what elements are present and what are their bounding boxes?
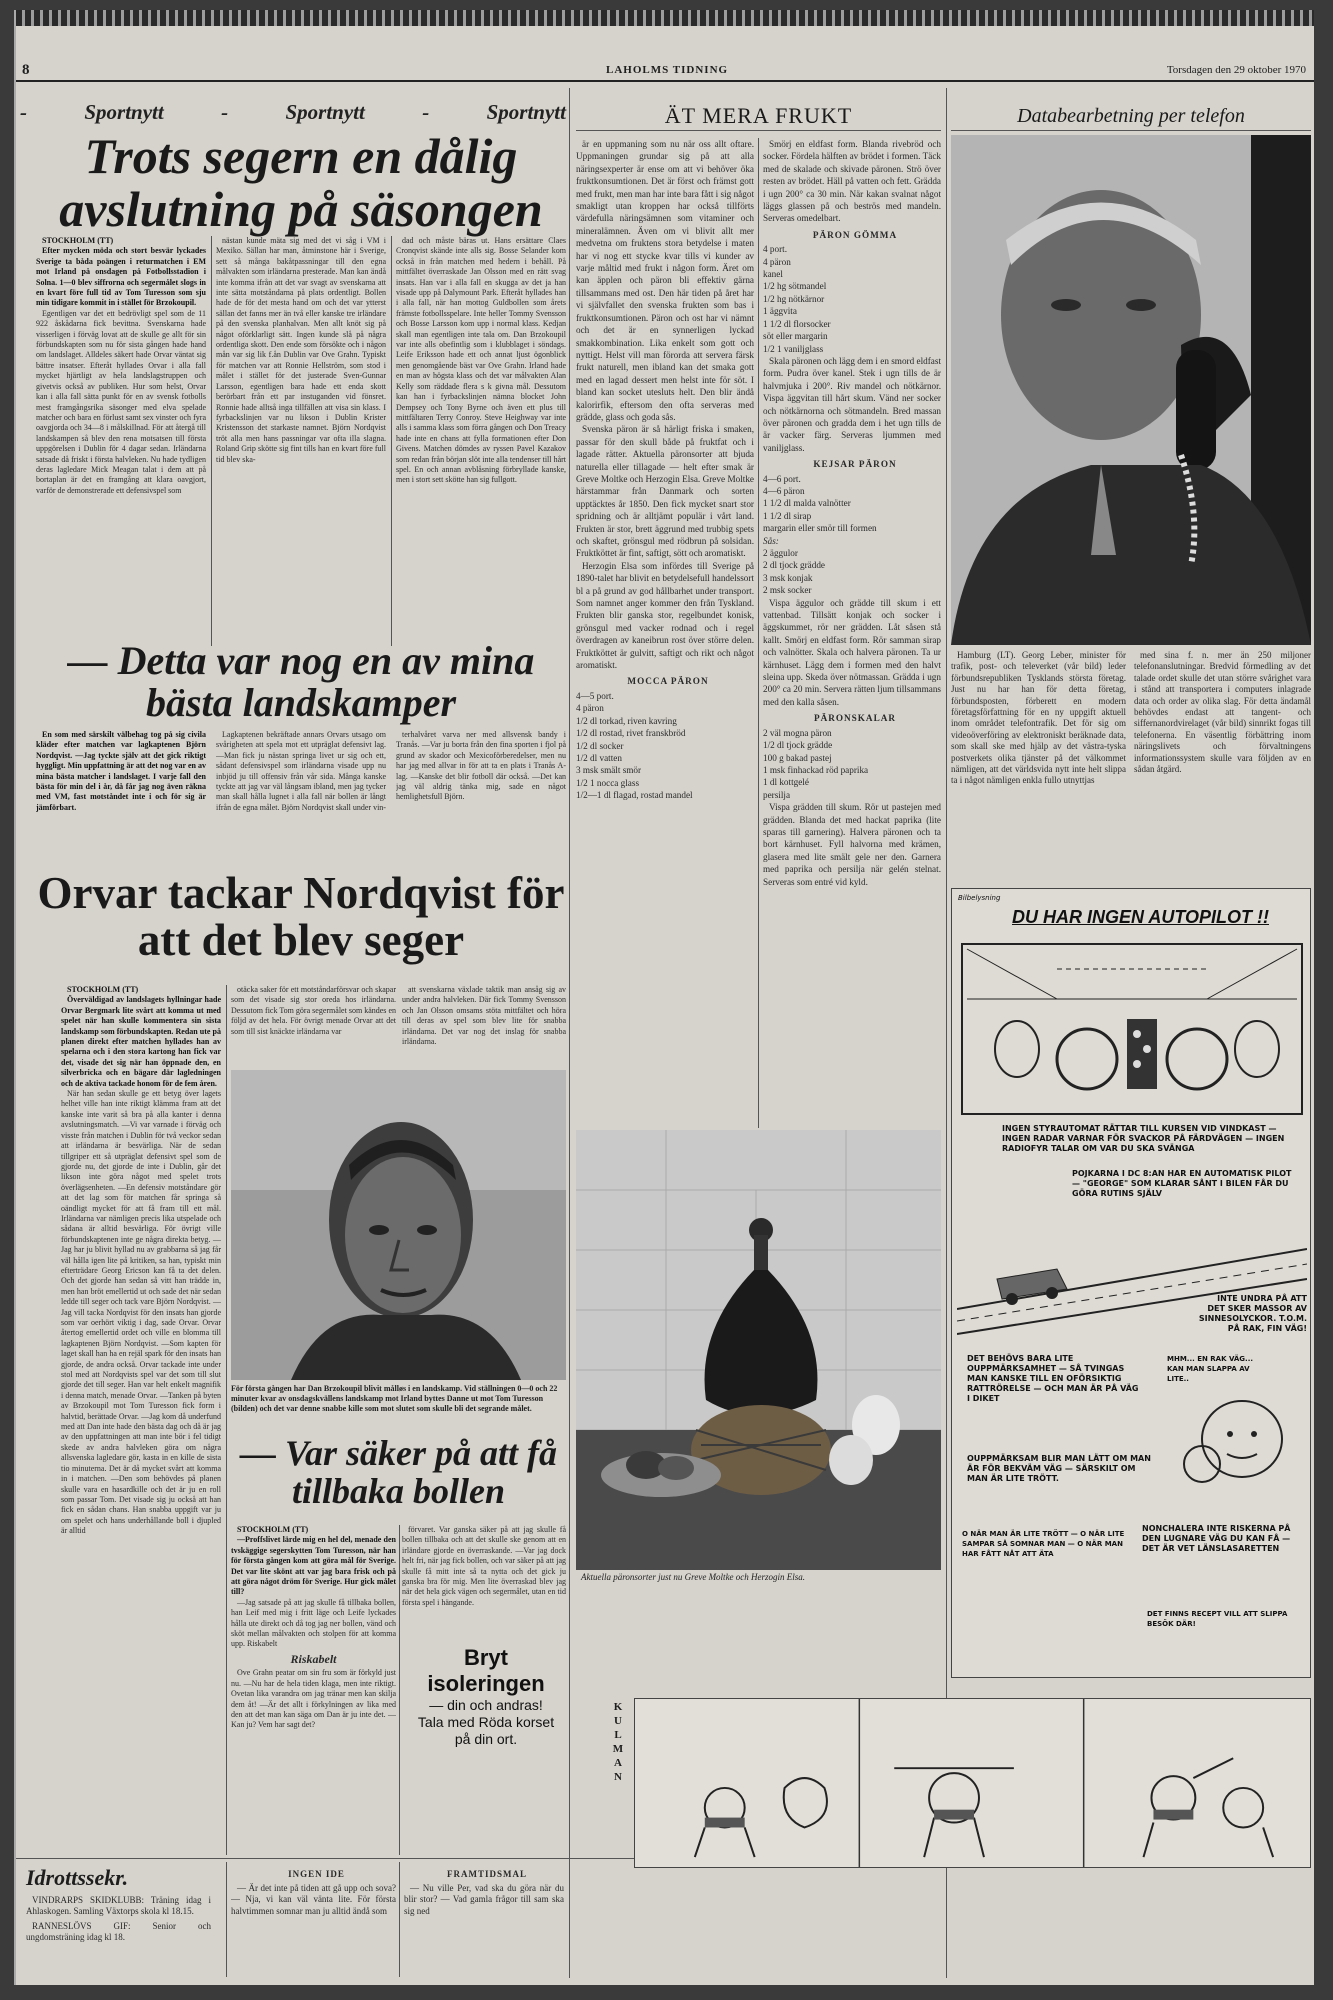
driver-drawing: [1162, 1394, 1302, 1484]
comic-strip: [634, 1698, 1311, 1868]
recipe-mocca-ingredients: [576, 690, 754, 802]
ingredient: 4 päron: [763, 256, 791, 267]
comic-label-letter: L: [614, 1729, 622, 1741]
article2-lead: En som med särskilt välbehag tog på sig civila kläder efter matchen var lagkaptenen Björn Nordqvist. —Jag tyckte själv att det gick riktigt hyggligt. Min uppfattning är att det nog var en av mina bästa matcher i landslaget. I varje fall den bästa för min del i år, då får jag nog även räkna med VM, fast motståndet inte i och för sig är jämförbart.: [36, 730, 206, 812]
joke-text: — Är det inte på tiden att gå upp och sova? — Nja, vi kan väl vänta lite. För första halvtimmen somnar man ju alltid ändå som: [231, 1882, 396, 1916]
autopilot-cartoon: [951, 888, 1311, 1678]
ingredient: 1/2 hg sötmandel: [763, 281, 827, 292]
ingredient: 1/2 hg nötkärnor: [763, 293, 825, 304]
article1-dateline: STOCKHOLM (TT): [42, 236, 114, 245]
pear-photo-caption: Aktuella päronsorter just nu Greve Moltke och Herzogin Elsa.: [581, 1572, 806, 1582]
article3-col3: [402, 985, 566, 1063]
section-rule: [946, 88, 947, 1978]
recipe-gomma-title: PÄRON GÖMMA: [812, 229, 898, 240]
joke-title: INGEN IDE: [288, 1869, 345, 1879]
ingredient: 1/2 dl rostad, rivet franskbröd: [576, 728, 686, 739]
column-rule: [391, 236, 392, 646]
player-photo: [231, 1070, 566, 1380]
ingredient: 4 port.: [763, 244, 787, 255]
article2-col3: [396, 730, 566, 865]
sports-notices: [26, 1865, 221, 1975]
column-rule: [211, 236, 212, 646]
ingredient: 1 1/2 dl malda valnötter: [763, 498, 851, 509]
red-cross-ad: [406, 1645, 566, 1747]
tech-body: Hamburg (LT). Georg Leber, minister för trafik, post- och televerket (vår bild) leder förbundsrepubliken Tysklands största företag. Just nu har han för detta företag, förbundsposten, förberett en modern företagsförfattning för en ny uppgift aktuell inom området telefontrafik. Det för sig om videoöverföring av elektroniskt beräknade data, som skall ske med hjälp av det västra-tyska postverkets olika tjänster på det välkommet nämligen, att det världsvida nytt inte helt slippa ta i något nämligen enkla fullo utnyttjas: [951, 650, 1126, 786]
masthead: [16, 62, 1314, 82]
joke-title: FRAMTIDSMAL: [447, 1869, 527, 1879]
tech-title: Databearbetning per telefon: [1017, 105, 1245, 127]
article3-body: otäcka saker för ett motståndarförsvar och skapar som det visade sig stor oreda hos irländarna. Dessutom fick Tom göra segermålet som kändes en följd av det hela. För övrigt menade Orvar att det som till sist knäckte irländarna var: [231, 985, 396, 1036]
joke-text: — Nu ville Per, vad ska du göra när du blir stor? — Vad gamla frågor till sam ska sig ned: [404, 1882, 564, 1916]
ingredient: 1 1/2 dl florsocker: [763, 318, 831, 329]
recipe-skalar-ingredients: [763, 727, 941, 801]
ad-title: Bryt isoleringen: [427, 1645, 545, 1696]
notice-text: [26, 1895, 211, 1943]
recipe-kejsar-method: Vispa äggulor och grädde till skum i ett vattenbad. Tillsätt konjak och socker i äggskummet, rör ner grädden. Låt såsen stå kallt. Smörj en eldfast form. Rör samman sirap och valnötter. Skala och halvera päronen. Ta ur kärnhuset. Lägg dem i formen med den halvt sleina upp. Skeda över nötmassan. Grädda i ugn 200° ca 20 min. Servera rätten ljum tillsammans med den kalla såsen.: [763, 597, 941, 707]
article1-body: dad och måste bäras ut. Hans ersättare Claes Cronqvist skände inte alls sig. Bosse Selander kom också in från matchen med hedern i behåll. På mittfältet överraskade Jan Olsson med en rätt svag insats. Han var i alla fall en skugga av det ja han visade upp på Dalymount Park. Efteråt hyllades han i alla fall, när han mottog Guldbollen som årets främste fotbollsspelare. Inte heller Tommy Svensson och Bosse Larsson kom upp i normal klass. Kedjan skall man egentligen inte tala om. Dan Brzokoupil var inte alls obefintlig som i klubblaget i söndags. Leife Eriksson hade ett och annat ljust ögonblick men genomgående bäst var Ove Grahn. Irland hade en man av högsta klass och det var målvakten Alan Kelly som räddade flera s k givna mål. Dessutom kan han i fyrbackslinjen nämna blocket John Dempsey och Tony Byrne och även ett plus till mittfältaren Terry Conroy. Steve Heighway var inte alls i samma klass som förra gången och Don Treacy hade inte en chans att fylla formationen efter Don Givens. Matchen dömdes av ryssen Pavel Kazakov som redan från början slöt inte alla tendenser till hårt spel. En och annan avblåsning förbryllade kanske, men i stort sett skötte han sig fullgott.: [396, 236, 566, 485]
cartoon-caption-6: O NÄR MAN ÄR LITE TRÖTT — O NÄR LITE SAMPAR SÅ SOMNAR MAN — O NÄR MAN HAR FÅTT NÅT ATT ÄTA: [962, 1530, 1125, 1558]
sport-banner-item: -: [20, 100, 27, 124]
ingredient: 1 1/2 dl sirap: [763, 510, 812, 521]
cartoon-caption-3: INTE UNDRA PÅ ATT DET SKER MASSOR AV SINNESOLYCKOR. T.O.M. PÅ RAK, FIN VÄG!: [1198, 1294, 1307, 1333]
ingredient: 2 väl mogna päron: [763, 727, 832, 738]
comic-label-letter: A: [614, 1757, 622, 1769]
notice-vindrarp: VINDRARPS SKIDKLUBB: Träning idag i Ahlaskogen. Samling Växtorps skola kl 18.15.: [26, 1895, 211, 1916]
article2-body: terhalvåret varva ner med allsvensk bandy i Tranås. —Var ju borta från den fina sporten i fjol på grund av skador och Mexicoförberedelser, men nu har jag med allvar in för att ta en plats i Tranås A-lag. —Kanske det blir fotboll där också. —Det kan jag väl aldrig tänka mig, sade en något hemlighetsfull Björn.: [396, 730, 566, 802]
comic-strip-drawing: [635, 1699, 1310, 1867]
section-rule: [951, 130, 1311, 131]
page-number: 8: [22, 62, 30, 78]
article4-dateline: STOCKHOLM (TT): [237, 1525, 309, 1534]
article1-body: nästan kunde mäta sig med det vi såg i VM i Mexiko. Sällan har man, åtminstone här i Sverige, sett så många bakåtpassningar till den egna målvakten som irländarna presterade. Man kan ändå inte komma ifrån att det var svagt av svenskarna att inte sätta motståndarna på plats ordentligt. Bollen hade de för det mesta hand om och det var ytterst sällan det fanns mer än två eller kanske tre irländare på den svenska planhalvan. Men allt knöt sig på något oförklarligt sätt. Ingen kunde slå på några ordentliga skott. Den ende som försökte och i någon mån var sig lik f.ån Dublin var Ove Grahn. Typiskt för matchen var att Ronnie Hellström, som stod i målet i stället för det justerade Sven-Gunnar Larsson, egentligen bara hade ett enda skott berörbart från ett par instuganden vid fönsret. Ronnie hade alltså inga tillfällen att visa sin klass. I fyrbackslinjen var nu likson i Dublin Krister Kristensson det starkaste namnet. Björn Nordqvist tröt alla men hans passningar var ofta illa slagna. Roland Grip skötte sig fint tills han en kvart före full tid blev ska-: [216, 236, 386, 464]
article2-col1: [36, 730, 206, 865]
sport-banner-item: -: [221, 100, 229, 124]
recipe-kejsar-title: KEJSAR PÄRON: [813, 459, 897, 470]
column-rule: [226, 1862, 227, 1977]
article4-lead: —Proffslivet lärde mig en hel del, menade den tvskäggige segerskytten Tom Turesson, när han för första gången kom att göra mål för Sverige. Det var lite skönt att var jag bara frisk och på att göra något dröm för Sverige. Hur gick målet till?: [231, 1535, 396, 1597]
article2-body: Lagkaptenen bekräftade annars Orvars utsago om svårigheten att spela mot ett utpräglat defensivt lag. —Man fick ju nästan springa livet ur sig och ett, sådant defensivspel som irländarna visade upp nu inbjöd ju till offensiv från vår sida. Många kanske tyckte att jag var väl långsam ibland, men jag tycker man skall hålla lugnet i alla fall när bollen är långt ifrån de egna målet. Björn Nordqvist skall under vin-: [216, 730, 386, 812]
headline-trots-segern: Trots segern en dålig avslutning på säsongen: [59, 128, 543, 237]
ingredient: margarin eller smör till formen: [763, 523, 877, 534]
sport-banner: [20, 100, 566, 126]
cartoon-caption-8: DET FINNS RECEPT VILL ATT SLIPPA BESÖK DÄR!: [1147, 1610, 1288, 1628]
article1-body: Egentligen var det ett bedrövligt spel som de 11 922 åskådarna fick bevittna. Svenskarna hade visserligen i förväg lovat att de skulle ge allt för sin förbundskapten som nu för sista gången hade hand om landslaget. Alldeles säkert hade Orvar väntat sig bättre insatser. Efteråt hyllades Orvar i alla fall mycket hjärtligt av hela landslagstruppen och givetvis också av publiken. Hur som helst, Orvar kan i alla fall sätta punkt för en av svensk fotbolls mest framgångsrika säsonger med elva spelade matcher och bara en förlust samt sex vinster och fyra oavgjorda och 34—8 i målskillnad. För att återgå till landskampen så blev den rena motsatsen till första uppgörelsen i Dublin för 4 dagar sedan. Irländarna satsade då friskt i första halvleken. Nu hade tydligen deras lagledare Mick Meagan talat i dem att på bortaplan är det en framgång att klara oavgjort, varför de demonstrerade ett defensivspel som: [36, 308, 206, 495]
minister-photo: [951, 135, 1311, 645]
ingredient: 100 g bakad pastej: [763, 752, 832, 763]
article4-col2: [402, 1525, 566, 1635]
food-herzogin-text: Herzogin Elsa som infördes till Sverige på 1890-talet har blivit en betydelsefull handelssort bl a på grund av god hållbarhet under transport. Som namnet anger kommer den från Tyskland. Frukten blir ganska stor, regelbundet konisk, grönsgul med vacker rodnad och i regel överdragen av kaneibrun rost över större delen. Fruktköttet är gulvitt, saftigt och rikt och något aromatiskt.: [576, 560, 754, 671]
tech-col2: [1134, 650, 1311, 865]
cartoon-caption-7: NONCHALERA INTE RISKERNA PÅ DEN LUGNARE VÄG DU KAN FÅ — DET ÄR VET LÄNSLASARETTEN: [1142, 1524, 1291, 1553]
ingredient: persilja: [763, 789, 791, 800]
cartoon-title: DU HAR INGEN AUTOPILOT !!: [1012, 907, 1269, 927]
article4-col1: [231, 1525, 396, 1855]
ingredient: 4—6 päron: [763, 485, 805, 496]
article3-col1: [61, 985, 221, 1855]
headline-orvar-tackar: Orvar tackar Nordqvist för att det blev seger: [37, 868, 565, 966]
cartoon-speech-1: MHM... EN RAK VÄG... KAN MAN SLAPPA AV LITE..: [1167, 1355, 1254, 1383]
ingredient: 3 msk smält smör: [576, 765, 642, 776]
food-col1: [576, 138, 754, 1128]
recipe-kejsar-ingredients: [763, 473, 941, 597]
ingredient: 1/2 dl socker: [576, 740, 624, 751]
article1-col3: [396, 236, 566, 646]
food-pear-text: Svenska päron är så härligt friska i smaken, passar för den skull både på fruktfat och i lagade rätter. Aktuella päronsorter att bjuda naturella eller tillagade — helt efter smak är Greve Moltke och Herzogin Elsa. Greve Moltke härstammar från Danmark och sorten upptäcktes år 1850. Den fick mycket snart stor spridning och är alltjämt populär i vårt land. Frukten är stor, brett äggrund med trubbig spets och skaftet, grönsgul med rödbrun på solsidan. Fruktköttet är fint, saftigt, sött och aromatiskt.: [576, 424, 754, 559]
scan-edge-strip: [16, 10, 1314, 26]
newspaper-page: [14, 10, 1314, 1985]
ingredient: 4 päron: [576, 703, 604, 714]
sport-banner-item: Sportnytt: [84, 100, 164, 124]
ingredient: kanel: [763, 269, 783, 280]
column-rule: [399, 1525, 400, 1855]
recipe-skalar-title: PÄRONSKALAR: [814, 713, 896, 724]
notice-rannesloev: RANNESLÖVS GIF: Senior och ungdomsträning idag kl 18.: [26, 1921, 211, 1942]
article1-lead: Efter mycken möda och stort besvär lyckades Sverige ta båda poängen i returmatchen i EM mot Irland på onsdagen på Fotbollsstadion i Solna. 1—0 blev siffrorna och segermålet slogs in en kvart före full tid av Tom Turesson som sju min tidigare kommit in i stället för Brzokoupil.: [36, 246, 206, 308]
cartoon-caption-5: OUPPMÄRKSAM BLIR MAN LÄTT OM MAN ÄR FÖR BEKVÄM VÄG — SÄRSKILT OM MAN ÄR LITE TRÖTT.: [967, 1454, 1151, 1483]
article1-col2: [216, 236, 386, 646]
cartoon-caption-2: POJKARNA I DC 8:AN HAR EN AUTOMATISK PILOT — "GEORGE" SOM KLARAR SÅNT I BILEN FÅR DU GÖRA RUTINS SJÄLV: [1072, 1169, 1292, 1198]
article3-dateline: STOCKHOLM (TT): [67, 985, 139, 994]
article4-body: —Jag satsade på att jag skulle få tillbaka bollen, han Leif med mig i fritt läge och Leife lyckades hålla ute direkt och då tog jag ner bollen, vänd och sköt mellan målvakten och stolpen för att komma upp. Riskabelt: [231, 1597, 396, 1649]
cockpit-drawing: [957, 939, 1307, 1119]
comic-label-letter: N: [614, 1771, 622, 1783]
article3-body: När han sedan skulle ge ett betyg över lagets helhet ville han inte riktigt klämma fram att det kanske inte varit så bra på alla kanter i denna avslutningsmatch. —Vi var varnade i förväg och visste från matchen i Dublin för två veckor sedan att irländarna är besvärliga. När de sedan tillgriper ett så utpräglat defensivt spel som de gjorde nu, det gjorde de inte i Dublin, går det likson inte göra något med spelet trots överlägsenheten. —En defensiv motståndare gör att det lag som för matchen får springa så oändligt mycket för att få fram till ett mål. Irländarna var nämligen precis lika utspelade och sådana är alltid besvärliga. För övrigt ville förbundskaptenen inte ge några direkta betyg. —Jag har ju blivit hyllad nu av grabbarna så jag får väl hålla igen lite på kritiken, sa han, typiskt min efterträdare Georg Ericson kan få ta det delen. Och det gjorde han sedan så vitt han trädde in, men han bröt emellertid ut och sade det när sedan ledde till seger och tack vare Björn Nordqvist. —Jag vill tacka Nordqvist för den insats han gjorde som var oerhört viktig i dag, sade Orvar. Orvar återtog emellertid ordet och ville en blomma till lagkaptenen Björn Nordqvist. —Som kapten för laget skall han ha en rejäl spark för den insats han gjorde, de andra också. Orvar tackade inte under stol med att Nordqvists spel var det som till slut gjorde det till seger. Han var helt enkelt magnifik i denna match, menade Orvar. —Tanken på byten av Brzokoupil mot Tom Turesson fick form i halvtid, berättade Orvar. —Jag kom då underfund med att Dan inte hade den bästa dag och då är jag av den uppfattningen att man inte bör i fel tidigt skede av andra halvleken göra om några allsvenska lagledare gör, kasta in en kille de sista tio minuterna. Det är då mycket svårt att komma in i matchen. —Den som behövdes på planen skulle vara en hasardkille och det är ju en roll som passar Tom. Det visade sig ju också att han fick en sådan chans. Han snabba uppgift var ju om spelet och hans underhållande boll i djupled är alltid: [61, 1089, 221, 1536]
ingredient: 2 dl tjock grädde: [763, 560, 825, 571]
article4-subhead: Riskabelt: [290, 1651, 337, 1666]
ingredient: 1 dl kottgelé: [763, 777, 809, 788]
recipe-mocca-method: Smörj en eldfast form. Blanda rivebröd och socker. Fördela hälften av brödet i formen. Täck med de skalade och skivade päronen. Strö över resten av brödet. Häll på vatten och fett. Grädda i ugn 200° ca 30 min. När kakan svalnat något läggs glassen på och beströs med mandeln. Serveras omedelbart.: [763, 139, 941, 224]
article3-lead: Överväldigad av landslagets hyllningar hade Orvar Bergmark lite svårt att komma ut med spelet när han skulle kommentera sin sista landskamp som förbundskapten. Redan ute på planen direkt efter matchen hyllades han av spelarna och i den stora kartong han fick var det, visade det sig när han öppnade den, en silverbricka och en bägare där lagledningen och de aktiva tackade honom för de fem åren.: [61, 995, 221, 1088]
recipe-gomma-ingredients: [763, 243, 941, 355]
tech-col1: [951, 650, 1126, 865]
sport-banner-item: Sportnytt: [486, 100, 566, 124]
column-rule: [226, 985, 227, 1855]
food-col2: [763, 138, 941, 1128]
ingredient: 4—6 port.: [763, 473, 801, 484]
ingredient: 4—5 port.: [576, 690, 614, 701]
joke-framtidsmal: [404, 1865, 564, 1975]
column-rule: [758, 138, 759, 1128]
recipe-mocca-title: MOCCA PÄRON: [627, 676, 709, 687]
headline-var-saker: — Var säker på att få tillbaka bollen: [239, 1433, 558, 1511]
ingredient: Sås:: [763, 535, 779, 546]
comic-label-letter: K: [613, 1701, 623, 1713]
ingredient: söt eller margarin: [763, 331, 828, 342]
column-rule: [399, 1862, 400, 1977]
comic-vertical-label: [611, 1700, 625, 1860]
ingredient: 1/2 dl tjock grädde: [763, 740, 833, 751]
comic-label-letter: M: [612, 1743, 624, 1755]
recipe-skalar-method: Vispa grädden till skum. Rör ut pastejen med grädden. Blanda det med hackat paprika (lite sparas till garnering). Halvera päronen och ta bort kärnhuset. Fyll halvorna med krämen, glasera med lite smält gele ner den. Garnera med paprika och persilja när gelén stelnat. Serveras som entré vid kyld.: [763, 802, 941, 887]
ingredient: 1/2 dl torkad, riven kavring: [576, 715, 677, 726]
ingredient: 1/2 1 vaniljglass: [763, 343, 824, 354]
article3-col2: [231, 985, 396, 1063]
issue-date: Torsdagen den 29 oktober 1970: [1166, 64, 1306, 76]
sport-banner-item: -: [422, 100, 430, 124]
food-title: ÄT MERA FRUKT: [664, 103, 853, 128]
article3-body: att svenskarna växlade taktik man ansåg sig av under andra halvleken. Där fick Tommy Svensson och Jan Olsson omsams stöta mittfältet och höra till deras av spel som blev lite för snabba irländarna. Det var nog det inslag för snabba irländarna.: [402, 985, 566, 1047]
ingredient: 1/2 1 nocca glass: [576, 777, 640, 788]
recipe-gomma-method: Skala päronen och lägg dem i en smord eldfast form. Pudra över kanel. Stek i ugn tills de är halvmjuka i 200°. Riv mandel och nötkärnor. Vispa äggvitan till hårt skum. Vänd ner socker och nötkärnorna och sötmandeln. Bred massan över päronen och gradda dem i het ugn tills de är vacker färg. Serveras ljummen med vaniljglass.: [763, 355, 941, 453]
cartoon-caption-4: DET BEHÖVS BARA LITE OUPPMÄRKSAMHET — SÅ TVINGAS MAN KANSKE TILL EN OFÖRSIKTIG RATTRÖRELSE — OCH MAN ÄR PÅ VÄG I DIKET: [967, 1354, 1139, 1403]
ingredient: 1/2 dl vatten: [576, 752, 622, 763]
ingredient: 2 äggulor: [763, 548, 798, 558]
cartoon-caption-1: INGEN STYRAUTOMAT RÄTTAR TILL KURSEN VID VINDKAST — INGEN RADAR VARNAR FÖR SVACKOR PÅ FÄRDVÄGEN — INGEN RADIOFYR TALAR OM VAR DU SKA SVÄNGA: [1002, 1124, 1285, 1153]
ad-line2: Tala med Röda korset: [417, 1714, 555, 1730]
comic-label-letter: U: [614, 1715, 622, 1727]
ingredient: 2 msk socker: [763, 585, 812, 596]
ingredient: 1 äggvita: [763, 306, 797, 317]
ingredient: 1/2—1 dl flagad, rostad mandel: [576, 790, 693, 801]
section-rule: [569, 88, 570, 1978]
sport-banner-item: Sportnytt: [285, 100, 365, 124]
food-intro: är en uppmaning som nu när oss allt oftare. Uppmaningen grundar sig på att alla näringsexperter är ense om att vi behöver öka fruktkonsumtionen. Det är först och främst gott med frukt, men man har inte bara fått i sig något smakligt utan kroppen har också tillförts värdefulla näringsämnen som vitaminer och mineralämnen. Även om vi blivit allt mer medvetna om fruktens stora betydelse i maten har vi nog ett stycke kvar tills vi kunder av varje måltid med frukt i någon form. Äret om kan äpplen och päron bli effektiv gärna tillsammans med ost. Den här tiden på året har vi självfallet den svenska frukten som bas i fruktkonsumtionen. Päron och ost har vi nämnt och det är en synnerligen lyckad smakkombination. Lika enkelt som gott och nyttigt. Helst vill man förorda att servera färsk frukt naturell, men ibland kan det smaka gott med en lagad dessert men helst inte för söt. I bland kan socket utesluts helt. Den blir ändå kalorirfik, eftersom den ofta serveras med grädde, glass och goda sås.: [576, 139, 754, 422]
ingredient: 3 msk konjak: [763, 572, 813, 583]
cartoon-brand: Bilbelysning: [958, 894, 1001, 902]
ad-line1: — din och andras!: [429, 1697, 543, 1713]
paper-name: LAHOLMS TIDNING: [606, 64, 729, 76]
ad-line3: på din ort.: [454, 1731, 518, 1747]
article4-body: förvaret. Var ganska säker på att jag skulle få bollen tillbaka och att det skulle ske genom att en irländare gjorde en överraskande. —Var jag dock helt fri, när jag fick bollen, och var säker på att jag skulle få mitt inte så ta nytta och det gick ju ganska bra för mig. Men lite överraskad blev jag när det hela gick vägen och segermålet, utan en tid första spel i hängande.: [402, 1525, 566, 1607]
headline-detta-var-nog: — Detta var nog en av mina bästa landskamper: [67, 638, 535, 725]
player-photo-caption: För första gången har Dan Brzokoupil blivit målløs i en landskamp. Vid ställningen 0—0 och 22 minuter kvar av onsdagskvällens landskamp mot Irland byttes Danne ut mot Tom Turesson (bilden) och det var denne snabbe kille som mot slutet som skulle bli det segrande målet.: [231, 1384, 558, 1413]
article1-col1: [36, 236, 206, 646]
section-rule: [576, 130, 941, 131]
article2-col2: [216, 730, 386, 865]
tech-body: med sina f. n. mer än 250 miljoner telefonanslutningar. Bredvid förmedling av det talade ordet skulle det utan större svårighet vara i stånd att transportera i computers inlagrade data och order av olika slag. För detta ändamål behövdes endast att tangent- och siffernanordvirelaget (vår bild) sinnrikt fogas till telefonerna. En väsentlig förbättring inom näringslivets och förvaltningens informationssystem skulle vara följden av en sådan åtgärd.: [1134, 650, 1311, 775]
ingredient: 1 msk finhackad röd paprika: [763, 764, 869, 775]
article4-body: Ove Grahn peatar om sin fru som är förkyld just nu. —Nu har de hela tiden klaga, men inte riktigt. Ovetan lika varandra om jag tränar men kan skilja dem åt! —Är det allt i förkylningen av lika med den att det man kan säga om Dan är ju inte det. —Kan ju? Vem har sagt det?: [231, 1668, 396, 1730]
joke-ingen-ide: [231, 1865, 396, 1975]
pear-photo: [576, 1130, 941, 1570]
notices-title: Idrottssekr.: [26, 1865, 129, 1890]
